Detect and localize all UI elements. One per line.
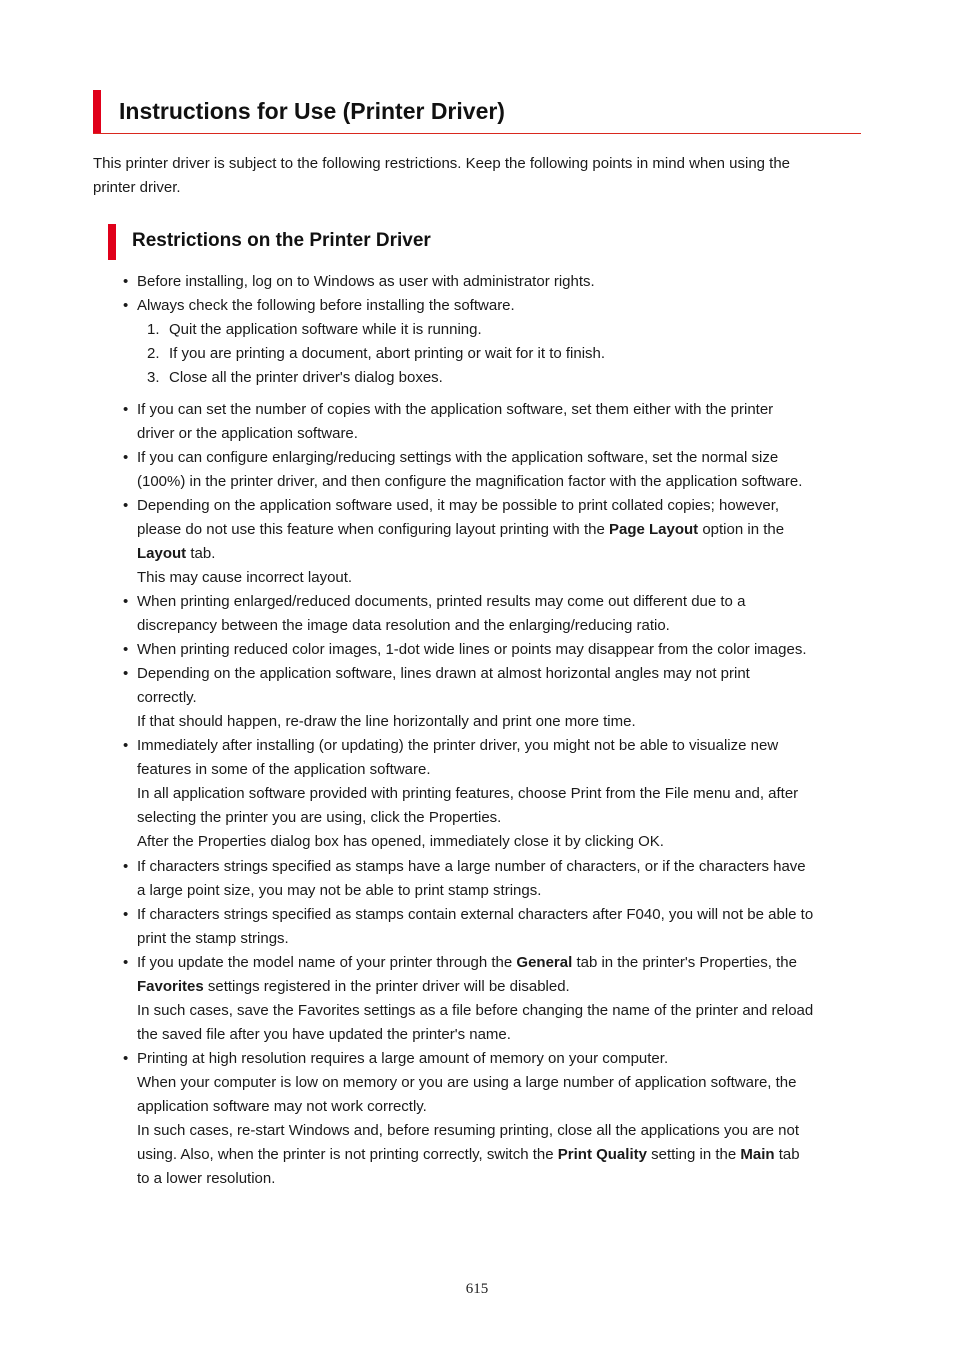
item-text: When printing enlarged/reduced documents, printed results may come out different due to a [137, 593, 746, 610]
heading-accent-bar [93, 90, 101, 133]
item-text: In such cases, re-start Windows and, before resuming printing, close all the applications you are not [137, 1122, 800, 1139]
text-run: using. Also, when the printer is not printing correctly, switch the [137, 1146, 558, 1163]
item-text: Always check the following before installing the software. [137, 297, 515, 314]
list-item [123, 398, 865, 446]
step-text: If you are printing a document, abort printing or wait for it to finish. [169, 345, 606, 362]
bullet: • [123, 858, 129, 875]
text-run: please do not use this feature when configuring layout printing with the [137, 521, 609, 538]
page-heading [93, 90, 861, 134]
ui-term-print-quality: Print Quality [557, 1146, 647, 1163]
item-text: If characters strings specified as stamps contain external characters after F040, you will not be able to [137, 906, 814, 923]
ui-term-main: Main [740, 1146, 775, 1163]
item-text: When printing reduced color images, 1-dot wide lines or points may disappear from the color images. [137, 641, 807, 658]
intro-paragraph [93, 152, 863, 200]
bullet: • [123, 401, 129, 418]
bullet: • [123, 273, 129, 290]
item-text: discrepancy between the image data resolution and the enlarging/reducing ratio. [137, 617, 670, 634]
item-text: driver or the application software. [137, 425, 358, 442]
bullet: • [123, 297, 129, 314]
item-text: Depending on the application software used, it may be possible to print collated copies; however, [137, 497, 780, 514]
text-run: tab [774, 1146, 800, 1163]
item-text: In such cases, save the Favorites settings as a file before changing the name of the printer and reload [137, 1002, 814, 1019]
item-text: selecting the printer you are using, click the Properties. [137, 809, 502, 826]
list-item [123, 494, 865, 590]
bullet: • [123, 641, 129, 658]
bullet: • [123, 449, 129, 466]
section-accent-bar [108, 224, 116, 260]
item-text [137, 518, 865, 542]
section-heading [108, 224, 808, 260]
numbered-step [147, 366, 859, 390]
item-text [137, 975, 865, 999]
item-text [137, 951, 865, 975]
item-text: correctly. [137, 689, 197, 706]
item-text: If you can set the number of copies with the application software, set them either with the printer [137, 401, 774, 418]
step-number: 3. [147, 369, 160, 386]
item-text: print the stamp strings. [137, 930, 289, 947]
item-text: application software may not work correctly. [137, 1098, 427, 1115]
page-title: Instructions for Use (Printer Driver) [119, 98, 505, 124]
item-text: If characters strings specified as stamps have a large number of characters, or if the characters have [137, 858, 806, 875]
bullet: • [123, 906, 129, 923]
item-text: the saved file after you have updated the printer's name. [137, 1026, 511, 1043]
bullet: • [123, 737, 129, 754]
bullet: • [123, 1050, 129, 1067]
list-item [123, 590, 865, 638]
bullet: • [123, 954, 129, 971]
list-item [123, 903, 865, 951]
text-run: If you update the model name of your printer through the [137, 954, 517, 971]
bullet: • [123, 497, 129, 514]
item-text: features in some of the application software. [137, 761, 431, 778]
list-item [123, 662, 865, 734]
intro-line: printer driver. [93, 179, 181, 196]
numbered-step [147, 342, 859, 366]
list-item [123, 855, 865, 903]
step-number: 1. [147, 321, 160, 338]
ui-term-favorites: Favorites [137, 978, 204, 995]
item-text: If you can configure enlarging/reducing settings with the application software, set the normal size [137, 449, 779, 466]
section-title: Restrictions on the Printer Driver [132, 230, 431, 251]
item-text: Depending on the application software, lines drawn at almost horizontal angles may not print [137, 665, 750, 682]
step-text: Close all the printer driver's dialog boxes. [169, 369, 443, 386]
text-run: tab. [186, 545, 216, 562]
step-text: Quit the application software while it is running. [169, 321, 482, 338]
text-run: settings registered in the printer driver will be disabled. [203, 978, 570, 995]
text-run: option in the [698, 521, 785, 538]
item-text: (100%) in the printer driver, and then configure the magnification factor with the application software. [137, 473, 803, 490]
ui-term-layout: Layout [137, 545, 187, 562]
list-item [123, 734, 865, 854]
item-text: Immediately after installing (or updating) the printer driver, you might not be able to visualize new [137, 737, 779, 754]
page-number: 615 [465, 1281, 489, 1297]
bullet: • [123, 593, 129, 610]
item-text [137, 542, 865, 566]
ui-term-page-layout: Page Layout [608, 521, 699, 538]
item-text: Printing at high resolution requires a large amount of memory on your computer. [137, 1050, 669, 1067]
item-text: a large point size, you may not be able to print stamp strings. [137, 882, 542, 899]
intro-line: This printer driver is subject to the following restrictions. Keep the following points in mind when using the [93, 155, 791, 172]
text-run: setting in the [646, 1146, 741, 1163]
ui-term-general: General [516, 954, 573, 971]
item-text: This may cause incorrect layout. [137, 569, 353, 586]
bullet: • [123, 665, 129, 682]
item-text: Before installing, log on to Windows as user with administrator rights. [137, 273, 595, 290]
item-text: to a lower resolution. [137, 1170, 276, 1187]
text-run: tab in the printer's Properties, the [572, 954, 797, 971]
item-text: After the Properties dialog box has opened, immediately close it by clicking OK. [137, 833, 664, 850]
list-item [123, 270, 865, 294]
list-item [123, 294, 865, 318]
list-item [123, 951, 865, 1047]
list-item [123, 446, 865, 494]
list-item [123, 638, 865, 662]
item-text: In all application software provided with printing features, choose Print from the File menu and, after [137, 785, 799, 802]
item-text: If that should happen, re-draw the line horizontally and print one more time. [137, 713, 636, 730]
item-text [137, 1143, 865, 1167]
item-text: When your computer is low on memory or you are using a large number of application software, the [137, 1074, 797, 1091]
numbered-step [147, 318, 859, 342]
list-item [123, 1047, 865, 1191]
step-number: 2. [147, 345, 160, 362]
